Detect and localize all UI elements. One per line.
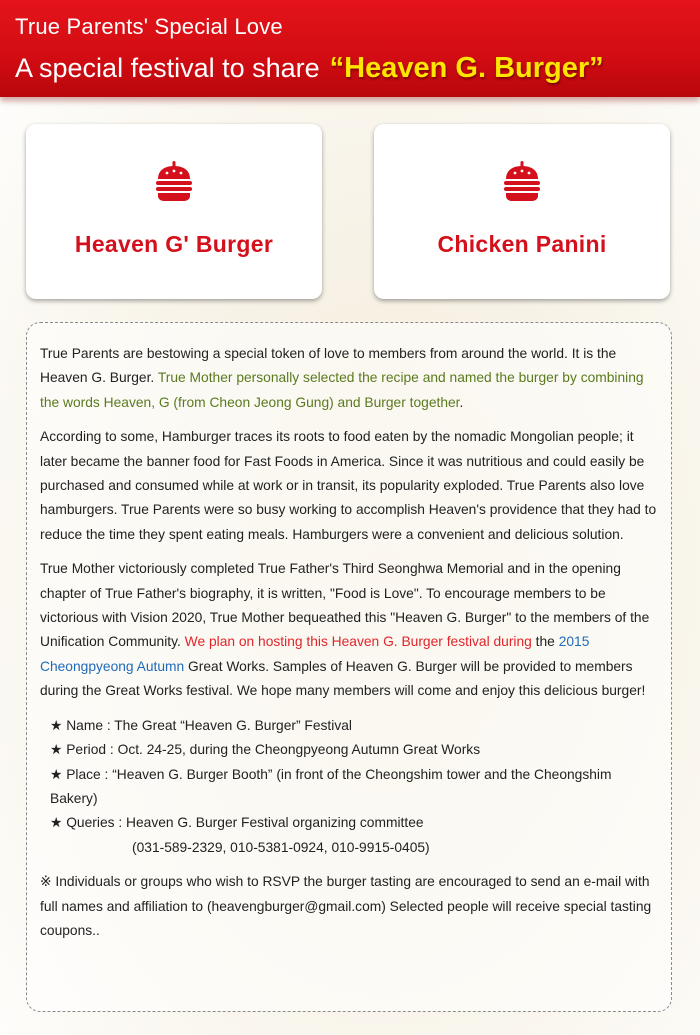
info-place: ★ Place : “Heaven G. Burger Booth” (in front of the Cheongshim tower and the Cheongshim Bakery) [50,766,612,806]
info-phones: (031-589-2329, 010-5381-0924, 010-9915-0405) [132,839,430,855]
article-body [40,342,660,953]
header-banner [0,0,700,97]
burger-icon [153,160,195,202]
info-queries: ★ Queries : Heaven G. Burger Festival organizing committee [50,815,424,831]
burger-icon [501,160,543,202]
info-name: ★ Name : The Great “Heaven G. Burger” Festival [50,717,352,733]
festival-event-highlight: 2015 Cheongpyeong Autumn [40,634,590,674]
header-title-text: A special festival to share [15,53,320,83]
festival-plan-highlight: We plan on hosting this Heaven G. Burger festival during [184,634,532,650]
festival-text: True Mother victoriously completed True Father's Third Seonghwa Memorial and in the opening chapter of True Father's biography, it is written, "Food is Love". To encourage members to be victorious with Vision 2020, True Mother bequeathed this "Heaven G. Burger" to the members of the Unification Community. [40,561,650,650]
festival-info-list [40,714,660,860]
header-subtitle: True Parents' Special Love [15,14,283,39]
header-highlight: “Heaven G. Burger” [329,52,604,84]
menu-card-chicken-panini [374,124,670,299]
menu-card-heaven-g-burger [26,124,322,299]
intro-highlight: True Mother personally selected the recipe and named the burger by combining the words Heaven, G (from Cheon Jeong Gung) and Burger together [40,370,644,410]
intro-end: . [459,394,464,410]
festival-text-3: Great Works. Samples of Heaven G. Burger will be provided to members during the Great Works festival. We hope many members will come and enjoy this delicious burger! [40,658,646,699]
info-period: ★ Period : Oct. 24-25, during the Cheongpyeong Autumn Great Works [50,742,481,758]
paragraph-rsvp-note: ※ Individuals or groups who wish to RSVP the burger tasting are encouraged to send an e-mail with full names and affiliation to (heavengburger@gmail.com) Selected people will receive special tasting coupons.. [40,874,652,938]
card-label: Heaven G' Burger [74,231,274,257]
paragraph-festival [40,557,660,703]
paragraph-intro [40,342,660,415]
card-label: Chicken Panini [437,231,607,257]
festival-text-2: the [531,634,559,650]
paragraph-history: According to some, Hamburger traces its roots to food eaten by the nomadic Mongolian people; it later became the banner food for Fast Foods in America. Since it was nutritious and could easily be purchased and consumed while at work or in transit, its popularity exploded. True Parents also love hamburgers. True Parents were so busy working to accomplish Heaven's providence that they had to reduce the time they spent eating meals. Hamburgers were a convenient and delicious solution. [40,429,657,542]
intro-text: True Parents are bestowing a special token of love to members from around the world. It is the Heaven G. Burger. [40,346,617,386]
header-title [15,52,604,85]
